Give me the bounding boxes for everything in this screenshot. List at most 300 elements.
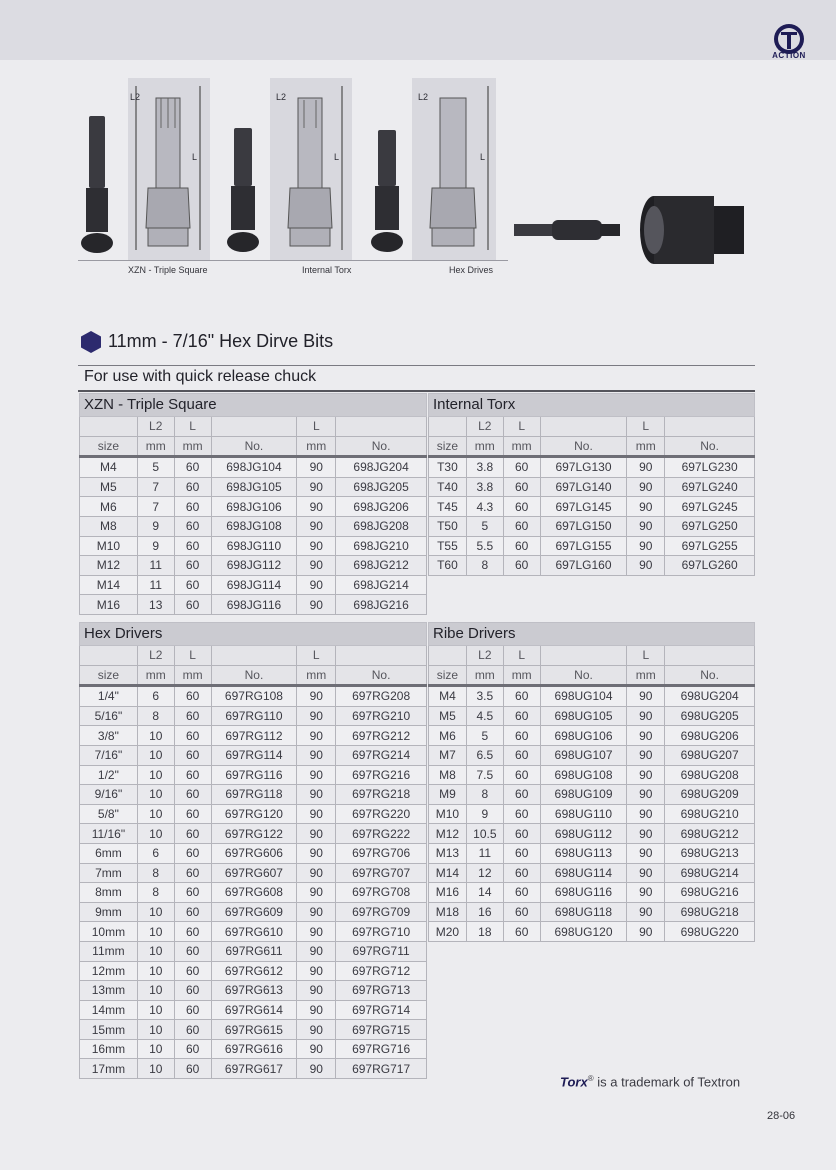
part-no-alt-cell: 697RG714: [336, 1000, 427, 1020]
torx-drawing-panel: [270, 78, 352, 260]
hex-l-label: L: [480, 152, 486, 162]
header-cell: L: [627, 417, 665, 437]
l-cell: 60: [174, 726, 211, 746]
l2-cell: 10: [137, 1020, 174, 1040]
table-row: [429, 556, 755, 576]
header-cell: L: [174, 417, 211, 437]
l2-cell: 7.5: [466, 765, 503, 785]
size-cell: 6mm: [80, 843, 138, 863]
size-cell: M5: [429, 706, 467, 726]
l-cell: 60: [503, 765, 540, 785]
l-cell: 60: [174, 883, 211, 903]
l2-cell: 11: [466, 843, 503, 863]
size-cell: 14mm: [80, 1000, 138, 1020]
size-cell: T30: [429, 457, 467, 478]
table-row: [429, 804, 755, 824]
part-no-cell: 698UG116: [540, 883, 627, 903]
part-no-alt-cell: 698UG208: [665, 765, 755, 785]
header-cell: L: [503, 646, 540, 666]
part-no-cell: 698UG114: [540, 863, 627, 883]
l-cell: 60: [174, 902, 211, 922]
part-no-cell: 698JG116: [211, 595, 297, 615]
l2-cell: 12: [466, 863, 503, 883]
torx-l2-label: L2: [276, 92, 287, 102]
table-row: [429, 765, 755, 785]
part-no-alt-cell: 698UG204: [665, 686, 755, 707]
part-no-alt-cell: 697LG255: [665, 536, 755, 556]
part-no-cell: 697RG110: [211, 706, 297, 726]
part-no-alt-cell: 697RG218: [336, 785, 427, 805]
l2-cell: 10: [137, 1059, 174, 1079]
l2-cell: 10: [137, 824, 174, 844]
header-cell: [80, 646, 138, 666]
size-cell: M20: [429, 922, 467, 942]
l2-cell: 9: [466, 804, 503, 824]
l-cell: 60: [503, 556, 540, 576]
part-no-alt-cell: 697RG717: [336, 1059, 427, 1079]
header-cell: No.: [665, 436, 755, 457]
header-cell: mm: [466, 436, 503, 457]
l2-cell: 5: [466, 516, 503, 536]
torx-table: [428, 393, 755, 576]
l2-cell: 4.3: [466, 497, 503, 517]
size-cell: 9mm: [80, 902, 138, 922]
l2-cell: 8: [466, 785, 503, 805]
hex-table-title: Hex Drivers: [80, 623, 427, 646]
part-no-alt-cell: 697RG208: [336, 686, 427, 707]
part-no-cell: 698UG120: [540, 922, 627, 942]
part-no-cell: 697RG615: [211, 1020, 297, 1040]
l-alt-cell: 90: [627, 457, 665, 478]
l2-cell: 8: [137, 883, 174, 903]
table-row: [429, 536, 755, 556]
xzn-table-body: [80, 457, 427, 615]
table-row: [80, 981, 427, 1001]
part-no-cell: 698JG114: [211, 575, 297, 595]
part-no-alt-cell: 697RG212: [336, 726, 427, 746]
l-alt-cell: 90: [627, 863, 665, 883]
l-alt-cell: 90: [627, 843, 665, 863]
l-alt-cell: 90: [297, 1020, 336, 1040]
size-cell: 11mm: [80, 941, 138, 961]
header-cell: [336, 417, 427, 437]
part-no-alt-cell: 698JG210: [336, 536, 427, 556]
l2-cell: 10: [137, 1039, 174, 1059]
part-no-alt-cell: 698JG205: [336, 477, 427, 497]
part-no-alt-cell: 698UG210: [665, 804, 755, 824]
header-cell: [665, 646, 755, 666]
table-row: [429, 497, 755, 517]
l-cell: 60: [174, 981, 211, 1001]
l-alt-cell: 90: [627, 883, 665, 903]
l-alt-cell: 90: [297, 902, 336, 922]
hex-table: [79, 622, 427, 1079]
part-no-cell: 697LG140: [540, 477, 627, 497]
l-alt-cell: 90: [297, 785, 336, 805]
header-cell: mm: [297, 436, 336, 457]
part-no-alt-cell: 697LG240: [665, 477, 755, 497]
part-no-alt-cell: 697RG710: [336, 922, 427, 942]
header-cell: mm: [466, 665, 503, 686]
part-no-cell: 698JG110: [211, 536, 297, 556]
size-cell: T40: [429, 477, 467, 497]
l-cell: 60: [174, 556, 211, 576]
l2-cell: 10: [137, 922, 174, 942]
part-no-cell: 697RG616: [211, 1039, 297, 1059]
l2-cell: 10: [137, 726, 174, 746]
header-cell: size: [80, 436, 138, 457]
section-title: 11mm - 7/16" Hex Dirve Bits: [108, 331, 334, 351]
table-row: [80, 941, 427, 961]
header-cell: size: [429, 665, 467, 686]
part-no-cell: 698JG108: [211, 516, 297, 536]
header-cell: L: [297, 646, 336, 666]
l2-cell: 3.5: [466, 686, 503, 707]
part-no-alt-cell: 697RG715: [336, 1020, 427, 1040]
l-alt-cell: 90: [627, 686, 665, 707]
part-no-alt-cell: 697RG707: [336, 863, 427, 883]
l2-cell: 6.5: [466, 745, 503, 765]
header-cell: size: [429, 436, 467, 457]
l2-cell: 6: [137, 843, 174, 863]
header-cell: mm: [174, 436, 211, 457]
l-alt-cell: 90: [297, 961, 336, 981]
table-row: [80, 883, 427, 903]
caption-xzn: XZN - Triple Square: [128, 265, 208, 275]
part-no-cell: 697RG613: [211, 981, 297, 1001]
part-no-cell: 697RG612: [211, 961, 297, 981]
part-no-alt-cell: 697RG709: [336, 902, 427, 922]
hex-short-bit-photo: [368, 124, 408, 258]
l-alt-cell: 90: [627, 902, 665, 922]
size-cell: 12mm: [80, 961, 138, 981]
part-no-cell: 697LG130: [540, 457, 627, 478]
part-no-cell: 697RG114: [211, 745, 297, 765]
table-row: [429, 686, 755, 707]
l2-cell: 5: [466, 726, 503, 746]
part-no-alt-cell: 697RG220: [336, 804, 427, 824]
part-no-cell: 697LG155: [540, 536, 627, 556]
torx-table-body: [429, 457, 755, 576]
part-no-cell: 697RG609: [211, 902, 297, 922]
l2-cell: 6: [137, 686, 174, 707]
l-alt-cell: 90: [627, 726, 665, 746]
l-cell: 60: [174, 575, 211, 595]
part-no-alt-cell: 698UG213: [665, 843, 755, 863]
l2-cell: 5: [137, 457, 174, 478]
l2-cell: 9: [137, 536, 174, 556]
part-no-alt-cell: 698JG204: [336, 457, 427, 478]
table-row: [429, 785, 755, 805]
l-alt-cell: 90: [297, 1039, 336, 1059]
l-alt-cell: 90: [627, 824, 665, 844]
product-photos: [78, 78, 508, 260]
part-no-alt-cell: 697RG222: [336, 824, 427, 844]
part-no-cell: 697RG617: [211, 1059, 297, 1079]
header-cell: L2: [466, 646, 503, 666]
part-no-cell: 698UG108: [540, 765, 627, 785]
l-cell: 60: [174, 516, 211, 536]
size-cell: 7/16": [80, 745, 138, 765]
l-alt-cell: 90: [627, 477, 665, 497]
header-cell: [540, 417, 627, 437]
l2-cell: 4.5: [466, 706, 503, 726]
size-cell: M4: [429, 686, 467, 707]
xzn-bit-drawing: [128, 78, 210, 260]
part-no-cell: 698UG106: [540, 726, 627, 746]
size-cell: T60: [429, 556, 467, 576]
header-band: [0, 0, 836, 60]
table-row: [429, 902, 755, 922]
l-alt-cell: 90: [627, 536, 665, 556]
header-cell: [540, 646, 627, 666]
table-row: [80, 686, 427, 707]
part-no-alt-cell: 697LG245: [665, 497, 755, 517]
l2-cell: 10.5: [466, 824, 503, 844]
size-cell: M14: [429, 863, 467, 883]
l2-cell: 14: [466, 883, 503, 903]
hex-drawing-panel: [412, 78, 496, 260]
part-no-cell: 698UG107: [540, 745, 627, 765]
torx-table-title: Internal Torx: [429, 394, 755, 417]
part-no-cell: 698UG118: [540, 902, 627, 922]
l-alt-cell: 90: [627, 745, 665, 765]
size-cell: 13mm: [80, 981, 138, 1001]
part-no-alt-cell: 698UG209: [665, 785, 755, 805]
part-no-alt-cell: 698UG216: [665, 883, 755, 903]
header-cell: L2: [137, 417, 174, 437]
l-cell: 60: [503, 902, 540, 922]
trademark-text: is a trademark of Textron: [597, 1074, 741, 1090]
xzn-l2-label: L2: [130, 92, 141, 102]
l-alt-cell: 90: [297, 726, 336, 746]
l-alt-cell: 90: [627, 922, 665, 942]
l-alt-cell: 90: [297, 843, 336, 863]
header-cell: size: [80, 665, 138, 686]
l-cell: 60: [503, 536, 540, 556]
header-cell: L2: [466, 417, 503, 437]
table-row: [80, 516, 427, 536]
l2-cell: 10: [137, 745, 174, 765]
header-cell: [211, 646, 297, 666]
table-row: [429, 824, 755, 844]
l-alt-cell: 90: [627, 804, 665, 824]
header-cell: mm: [137, 665, 174, 686]
l2-cell: 10: [137, 785, 174, 805]
l2-cell: 10: [137, 1000, 174, 1020]
part-no-cell: 697RG112: [211, 726, 297, 746]
l-alt-cell: 90: [297, 477, 336, 497]
size-cell: M5: [80, 477, 138, 497]
table-row: [429, 516, 755, 536]
l-alt-cell: 90: [297, 1059, 336, 1079]
l2-cell: 3.8: [466, 477, 503, 497]
header-cell: No.: [336, 665, 427, 686]
part-no-cell: 698UG110: [540, 804, 627, 824]
title-rule: [78, 365, 755, 366]
table-row: [80, 497, 427, 517]
table-row: [429, 863, 755, 883]
table-row: [80, 726, 427, 746]
table-row: [80, 902, 427, 922]
l2-cell: 10: [137, 902, 174, 922]
l-alt-cell: 90: [627, 785, 665, 805]
part-no-cell: 698UG112: [540, 824, 627, 844]
l2-cell: 10: [137, 804, 174, 824]
part-no-cell: 697RG610: [211, 922, 297, 942]
l-cell: 60: [174, 457, 211, 478]
part-no-alt-cell: 697RG711: [336, 941, 427, 961]
l-cell: 60: [503, 726, 540, 746]
l-cell: 60: [503, 922, 540, 942]
torx-short-bit-photo: [224, 122, 264, 258]
header-cell: mm: [174, 665, 211, 686]
l-cell: 60: [174, 922, 211, 942]
part-no-cell: 697RG116: [211, 765, 297, 785]
size-cell: 5/8": [80, 804, 138, 824]
table-row: [80, 1059, 427, 1079]
l2-cell: 8: [137, 863, 174, 883]
l-alt-cell: 90: [297, 1000, 336, 1020]
page-number: 28-06: [767, 1110, 796, 1122]
size-cell: 17mm: [80, 1059, 138, 1079]
table-row: [429, 726, 755, 746]
size-cell: 15mm: [80, 1020, 138, 1040]
l-cell: 60: [174, 1059, 211, 1079]
header-cell: L: [627, 646, 665, 666]
registered-mark-icon: ®: [587, 1074, 594, 1083]
l-cell: 60: [174, 1000, 211, 1020]
header-cell: L: [174, 646, 211, 666]
xzn-drawing-panel: [128, 78, 210, 260]
part-no-alt-cell: 698UG220: [665, 922, 755, 942]
size-cell: M13: [429, 843, 467, 863]
header-cell: mm: [503, 436, 540, 457]
l-alt-cell: 90: [297, 883, 336, 903]
part-no-cell: 698UG105: [540, 706, 627, 726]
l2-cell: 3.8: [466, 457, 503, 478]
table-row: [429, 883, 755, 903]
size-cell: M14: [80, 575, 138, 595]
size-cell: M6: [80, 497, 138, 517]
header-cell: [429, 417, 467, 437]
part-no-alt-cell: 697RG708: [336, 883, 427, 903]
l-alt-cell: 90: [627, 556, 665, 576]
part-no-cell: 697LG160: [540, 556, 627, 576]
part-no-alt-cell: 698JG206: [336, 497, 427, 517]
part-no-alt-cell: 697RG214: [336, 745, 427, 765]
quick-release-chuck-photo: [636, 190, 748, 270]
l-cell: 60: [174, 824, 211, 844]
table-row: [429, 477, 755, 497]
ribe-table-title: Ribe Drivers: [429, 623, 755, 646]
hex-l2-label: L2: [418, 92, 429, 102]
header-cell: mm: [627, 436, 665, 457]
part-no-alt-cell: 697LG250: [665, 516, 755, 536]
table-row: [80, 1000, 427, 1020]
l-cell: 60: [174, 765, 211, 785]
ribe-table: [428, 622, 755, 942]
l2-cell: 8: [137, 706, 174, 726]
hex-bit-drawing: [412, 78, 496, 260]
header-cell: No.: [211, 665, 297, 686]
part-no-alt-cell: 697RG716: [336, 1039, 427, 1059]
l-cell: 60: [174, 941, 211, 961]
ribe-table-body: [429, 686, 755, 942]
header-cell: L: [297, 417, 336, 437]
header-cell: [665, 417, 755, 437]
header-cell: No.: [540, 436, 627, 457]
part-no-cell: 698JG106: [211, 497, 297, 517]
size-cell: M16: [80, 595, 138, 615]
part-no-alt-cell: 697RG712: [336, 961, 427, 981]
l-cell: 60: [503, 706, 540, 726]
header-cell: [211, 417, 297, 437]
part-no-cell: 697RG608: [211, 883, 297, 903]
part-no-alt-cell: 697LG230: [665, 457, 755, 478]
l-alt-cell: 90: [297, 457, 336, 478]
part-no-cell: 697RG606: [211, 843, 297, 863]
subtitle-rule: [78, 390, 755, 392]
l-alt-cell: 90: [297, 536, 336, 556]
part-no-alt-cell: 698UG206: [665, 726, 755, 746]
l2-cell: 10: [137, 941, 174, 961]
size-cell: M10: [80, 536, 138, 556]
part-no-alt-cell: 698JG216: [336, 595, 427, 615]
size-cell: M16: [429, 883, 467, 903]
caption-rule: [78, 260, 508, 261]
l-alt-cell: 90: [297, 556, 336, 576]
l-cell: 60: [174, 804, 211, 824]
size-cell: 11/16": [80, 824, 138, 844]
size-cell: T55: [429, 536, 467, 556]
l2-cell: 9: [137, 516, 174, 536]
header-cell: No.: [540, 665, 627, 686]
l2-cell: 16: [466, 902, 503, 922]
table-row: [80, 765, 427, 785]
l-alt-cell: 90: [297, 922, 336, 942]
l-cell: 60: [174, 843, 211, 863]
header-cell: No.: [211, 436, 297, 457]
part-no-alt-cell: 698UG212: [665, 824, 755, 844]
size-cell: 9/16": [80, 785, 138, 805]
torx-logo: Torx: [560, 1074, 588, 1090]
size-cell: M9: [429, 785, 467, 805]
l-cell: 60: [503, 804, 540, 824]
l-alt-cell: 90: [297, 516, 336, 536]
size-cell: 16mm: [80, 1039, 138, 1059]
l2-cell: 10: [137, 981, 174, 1001]
xzn-table: [79, 393, 427, 615]
hexagon-bullet-icon: [80, 331, 102, 353]
table-row: [429, 745, 755, 765]
l2-cell: 11: [137, 575, 174, 595]
table-row: [80, 457, 427, 478]
l-cell: 60: [174, 686, 211, 707]
size-cell: M4: [80, 457, 138, 478]
l-cell: 60: [503, 785, 540, 805]
header-cell: L: [503, 417, 540, 437]
size-cell: M8: [429, 765, 467, 785]
table-row: [80, 961, 427, 981]
l-alt-cell: 90: [627, 706, 665, 726]
table-row: [80, 706, 427, 726]
part-no-alt-cell: 698JG208: [336, 516, 427, 536]
part-no-cell: 697RG607: [211, 863, 297, 883]
l-cell: 60: [174, 1020, 211, 1040]
table-row: [80, 863, 427, 883]
size-cell: T45: [429, 497, 467, 517]
